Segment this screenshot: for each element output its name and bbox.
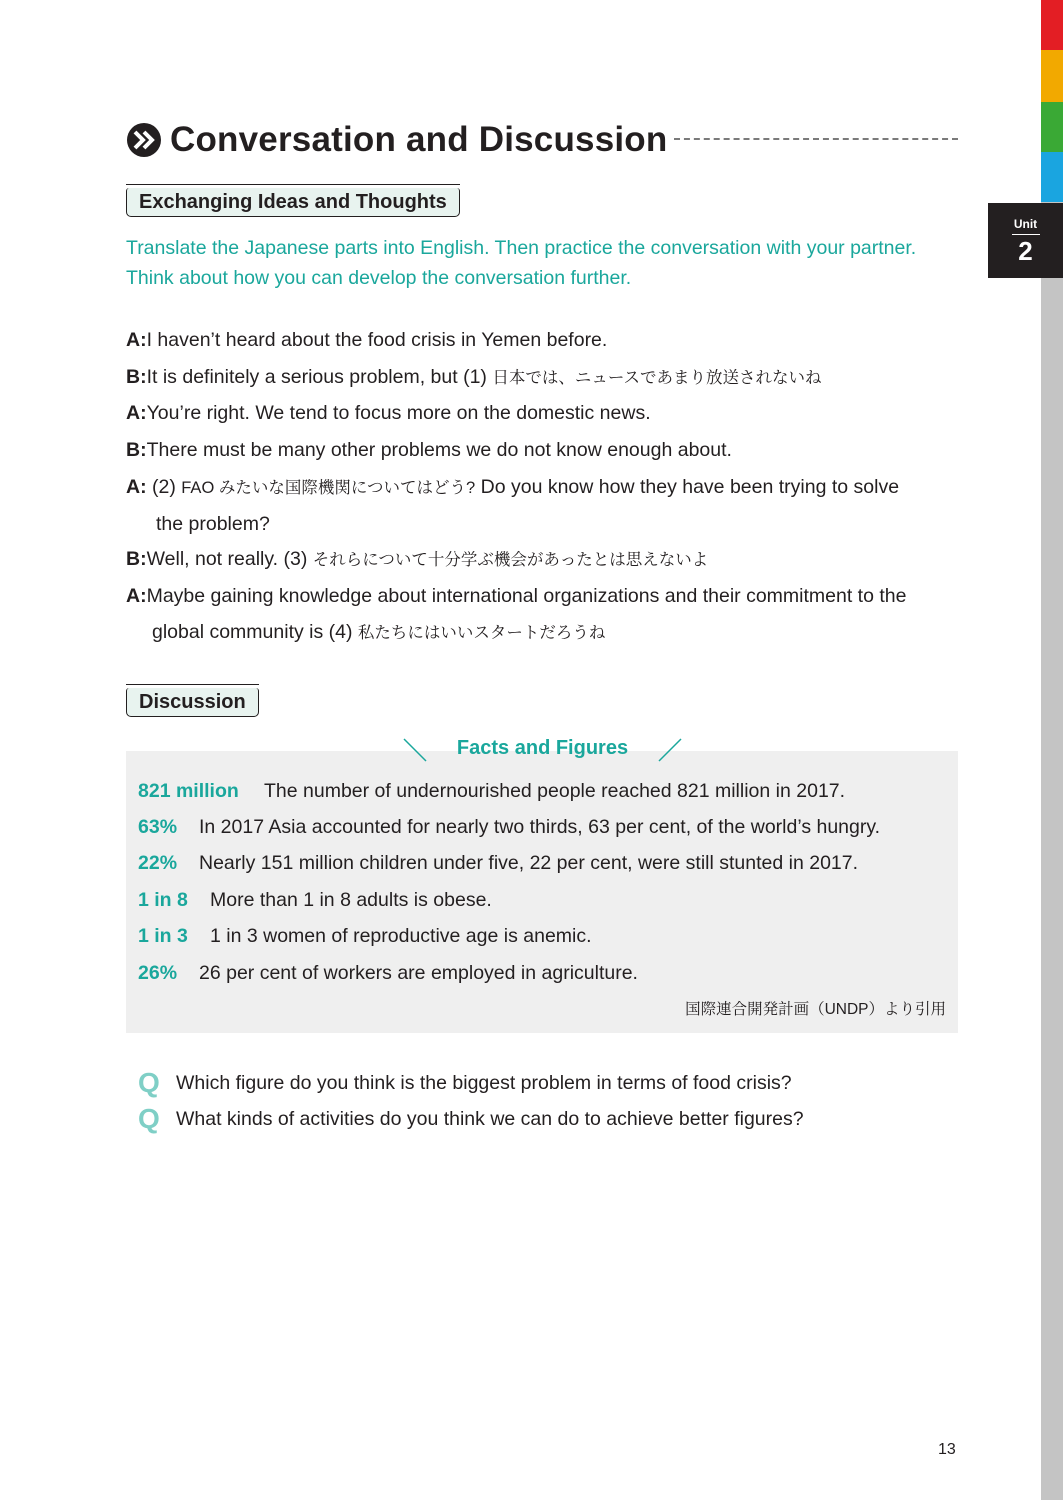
question — [138, 1102, 804, 1136]
japanese-prompt: 日本では、ニュースであまり放送されないね — [492, 368, 822, 387]
unit-tab — [988, 203, 1063, 278]
dialogue — [126, 323, 962, 650]
question-mark: Q — [138, 1067, 160, 1098]
question-mark: Q — [138, 1103, 160, 1134]
fact-text: The number of undernourished people reached 821 million in 2017. — [264, 780, 846, 802]
dialogue-line: A: (2) FAO みたいな国際機関についてはどう? Do you know how they have been trying to solve the problem? — [126, 469, 962, 541]
page-heading — [126, 118, 667, 162]
speaker: A — [126, 476, 141, 498]
dialogue-line: B:Well, not really. (3) それらについて十分学ぶ機会があったとは思えないよ — [126, 548, 709, 570]
speaker: B — [126, 438, 141, 461]
instructions — [126, 234, 962, 293]
speaker: B — [126, 548, 141, 570]
fact-row — [138, 848, 858, 878]
dialogue-line: A:You’re right. We tend to focus more on the domestic news. — [126, 402, 651, 424]
instruction-line: Translate the Japanese parts into English. Then practice the conversation with your partner. — [126, 237, 917, 259]
heading-divider — [674, 138, 958, 140]
fact-figure: 63% — [138, 816, 178, 838]
speaker: A — [126, 329, 141, 351]
line-text: Do you know how they have been trying to solve — [475, 476, 900, 498]
japanese-prompt: 私たちにはいいスタートだろうね — [357, 623, 606, 642]
line-text: There must be many other problems we do not know enough about. — [146, 438, 732, 461]
line-text: It is definitely a serious problem, but (1) — [146, 365, 493, 388]
dialogue-line: B:There must be many other problems we do not know enough about. — [126, 438, 732, 461]
line-text: You’re right. We tend to focus more on the domestic news. — [146, 402, 651, 424]
facts-box — [126, 751, 958, 1033]
line-text: (2) — [146, 476, 182, 498]
fact-row — [138, 921, 592, 951]
fact-text: In 2017 Asia accounted for nearly two thirds, 63 per cent, of the world’s hungry. — [199, 816, 881, 838]
fact-figure: 1 in 8 — [138, 889, 188, 911]
fact-text: 1 in 3 women of reproductive age is anemic. — [210, 925, 592, 947]
japanese-prompt: FAO みたいな国際機関についてはどう? — [181, 479, 476, 497]
line-text: Maybe gaining knowledge about international organizations and their commitment to the — [146, 584, 907, 607]
fact-figure: 22% — [138, 852, 178, 874]
strip-red — [1041, 0, 1063, 50]
fact-figure: 1 in 3 — [138, 925, 188, 947]
strip-green — [1041, 102, 1063, 152]
fact-row — [138, 958, 638, 988]
fact-row — [138, 776, 845, 806]
speaker: B — [126, 365, 141, 388]
section-label-exchanging: Exchanging Ideas and Thoughts — [126, 188, 460, 217]
dialogue-line: B:It is definitely a serious problem, but (1) 日本では、ニュースであまり放送されないね — [126, 365, 822, 388]
japanese-prompt: それらについて十分学ぶ機会があったとは思えないよ — [312, 551, 709, 569]
unit-rule — [1012, 234, 1040, 235]
question-text: Which figure do you think is the biggest problem in terms of food crisis? — [176, 1071, 792, 1094]
instruction-line: Think about how you can develop the conversation further. — [126, 266, 632, 289]
unit-label: Unit — [1013, 217, 1038, 231]
line-text: I haven’t heard about the food crisis in Yemen before. — [146, 329, 608, 351]
unit-number: 2 — [1018, 236, 1033, 266]
fact-figure: 26% — [138, 962, 178, 984]
page-title: Conversation and Discussion — [170, 120, 668, 159]
line-text: Well, not really. (3) — [146, 548, 313, 570]
section-label-discussion: Discussion — [126, 688, 259, 717]
facts-title — [400, 735, 685, 767]
fact-figure: 821 million — [138, 780, 239, 802]
dialogue-line: A:Maybe gaining knowledge about international organizations and their commitment to the global community is (4) 私たちにはいいスタートだろうね — [126, 584, 907, 643]
speaker: A — [126, 584, 141, 607]
dialogue-line: A:I haven’t heard about the food crisis in Yemen before. — [126, 329, 608, 351]
line-continuation: global community is (4) — [152, 620, 358, 643]
source-note: 国際連合開発計画（UNDP）より引用 — [685, 1001, 946, 1018]
fact-text: 26 per cent of workers are employed in agriculture. — [199, 962, 638, 984]
line-continuation: the problem? — [156, 513, 270, 535]
facts-title-text: Facts and Figures — [456, 737, 629, 759]
fact-text: Nearly 151 million children under five, 22 per cent, were still stunted in 2017. — [199, 852, 859, 874]
fact-text: More than 1 in 8 adults is obese. — [210, 889, 492, 911]
strip-yellow — [1041, 50, 1063, 102]
speaker: A — [126, 402, 141, 424]
fact-row — [138, 812, 880, 842]
question-text: What kinds of activities do you think we can do to achieve better figures? — [176, 1107, 804, 1130]
fact-row — [138, 885, 492, 915]
strip-blue — [1041, 152, 1063, 202]
question — [138, 1066, 792, 1100]
page-number: 13 — [938, 1441, 956, 1458]
double-chevron-right-icon — [126, 122, 162, 158]
